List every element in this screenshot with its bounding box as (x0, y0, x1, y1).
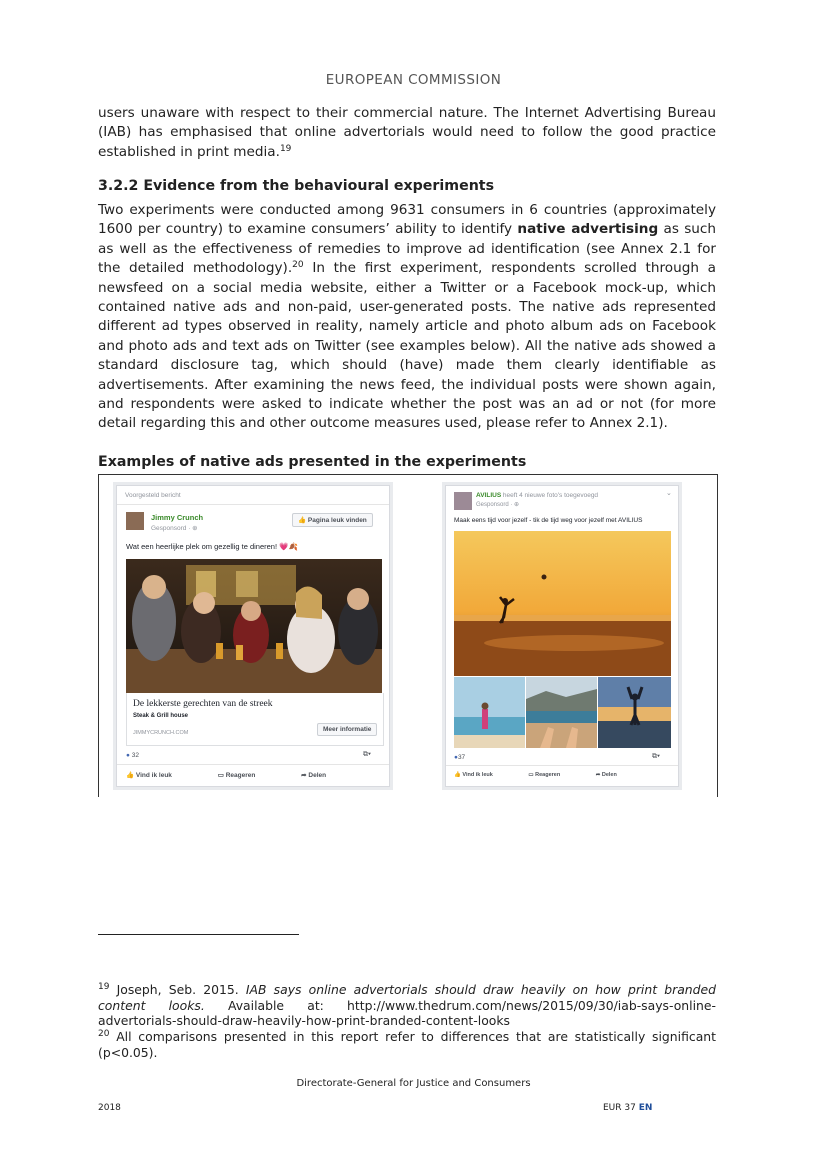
share-action-label: Delen (601, 772, 617, 778)
footnote-20 (98, 1029, 716, 1060)
sponsored-label: Gesponsord · ⊕ (476, 502, 520, 508)
beach-thumbnail-1[interactable] (454, 677, 525, 748)
action-bar (454, 772, 661, 778)
body-bold-term: native advertising (517, 221, 659, 238)
post-menu-icon[interactable]: ⌄ (666, 490, 672, 497)
like-action-label: Vind ik leuk (462, 772, 493, 778)
facebook-article-ad (116, 485, 390, 787)
footer-year: 2018 (98, 1103, 121, 1113)
footer-language: EN (638, 1103, 653, 1113)
sunset-beach-photo[interactable] (454, 531, 671, 676)
footnote-ref-19[interactable]: 19 (279, 143, 292, 154)
action-bar (126, 771, 370, 779)
footnote-19-title: IAB says online advertorials should draw heavily on how print branded content looks. (98, 982, 716, 1013)
link-preview[interactable] (126, 693, 384, 746)
comment-action-button[interactable]: ▭ Reageren (528, 772, 561, 778)
body-paragraph (98, 201, 716, 434)
comment-action-button[interactable]: ▭ Reageren (217, 772, 256, 779)
like-action-label: Vind ik leuk (135, 772, 172, 779)
footnote-ref-20[interactable]: 20 (292, 260, 304, 271)
comment-action-label: Reageren (225, 772, 256, 779)
like-action-button[interactable]: 👍 Vind ik leuk (454, 772, 493, 778)
post-header (476, 492, 598, 499)
footnote-19-author: Joseph, Seb. 2015. (109, 982, 246, 997)
beach-thumbnail-2[interactable] (526, 677, 597, 748)
page-name[interactable]: AVILIUS (476, 492, 502, 499)
link-subtitle: Steak & Grill house (133, 713, 189, 719)
sunset-beach-image (454, 531, 671, 676)
comment-action-label: Reageren (535, 772, 561, 778)
likes-count (126, 752, 139, 759)
intro-text: users unaware with respect to their commercial nature. The Internet Advertising Bureau (IAB) has emphasised that online advertorials would need to follow the good practice established in print media. (98, 105, 716, 160)
footnote-20-number: 20 (98, 1029, 110, 1039)
intro-paragraph (98, 104, 716, 162)
beach-thumbnail-3[interactable] (598, 677, 671, 748)
page-avatar[interactable] (126, 512, 144, 530)
page-avatar[interactable] (454, 492, 472, 510)
divider (117, 764, 389, 765)
page-header: EUROPEAN COMMISSION (325, 72, 502, 88)
like-reaction-icon: ● (454, 754, 458, 761)
more-info-button[interactable]: Meer informatie (317, 723, 377, 736)
section-title: Evidence from the behavioural experiments (143, 178, 495, 194)
footnote-19 (98, 982, 716, 1029)
footnote-19-number: 19 (98, 982, 110, 992)
footnote-20-text: All comparisons presented in this report refer to differences that are statistically significant (p<0.05). (98, 1029, 716, 1060)
post-text: Wat een heerlijke plek om gezellig te dineren! 💗🍂 (126, 542, 298, 551)
like-page-button[interactable]: 👍 Pagina leuk vinden (292, 513, 373, 527)
page-name[interactable]: Jimmy Crunch (151, 513, 204, 522)
footnote-separator (98, 934, 299, 935)
sponsored-label: Gesponsord · ⊕ (151, 525, 198, 532)
beach-thumbnail-3-image (598, 677, 671, 748)
suggested-post-label: Voorgesteld bericht (125, 492, 181, 499)
figure-frame (98, 474, 718, 797)
share-action-label: Delen (308, 772, 327, 779)
body-text-2: as such as well as the effectiveness of remedies to improve ad identification (see Annex 2.1 for the detailed methodology). (98, 221, 717, 277)
like-reaction-icon: ● (126, 752, 130, 759)
share-action-button[interactable]: ➦ Delen (595, 772, 617, 778)
like-action-button[interactable]: 👍 Vind ik leuk (126, 772, 172, 779)
link-domain: JIMMYCRUNCH.COM (133, 730, 189, 736)
figure-caption: Examples of native ads presented in the experiments (98, 454, 527, 470)
body-text-1: Two experiments were conducted among 9631 consumers in 6 countries (approximately 1600 per country) to examine consumers’ ability to identify (98, 202, 716, 238)
added-photos-text: heeft 4 nieuwe foto's toegevoegd (502, 492, 599, 499)
likes-number: 37 (457, 754, 466, 761)
likes-count (454, 754, 465, 761)
share-action-button[interactable]: ➦ Delen (301, 772, 327, 779)
restaurant-photo-image (126, 559, 382, 693)
restaurant-photo[interactable] (126, 559, 382, 693)
beach-thumbnail-2-image (526, 677, 597, 748)
share-menu-icon[interactable]: ⧉▾ (363, 751, 371, 758)
share-menu-icon[interactable]: ⧉▾ (652, 753, 660, 760)
footer-eur-number: EUR 37 (603, 1103, 636, 1113)
divider (446, 765, 678, 766)
facebook-photo-album-ad (445, 485, 679, 787)
beach-thumbnail-1-image (454, 677, 525, 748)
footer-reference (603, 1103, 652, 1113)
likes-number: 32 (131, 752, 139, 759)
section-number: 3.2.2 (98, 178, 139, 194)
body-text-3: In the first experiment, respondents scrolled through a newsfeed on a social media website, either a Twitter or a Facebook mock-up, which contained native ads and non-paid, user-generated posts. The native ads represented different ad types observed in reality, namely article and photo album ads on Facebook and photo ads and text ads on Twitter (see examples below). All the native ads showed a standard disclosure tag, which should (have) made them clearly identifiable as advertisements. After examining the news feed, the individual posts were shown again, and respondents were asked to indicate whether the post was an ad or not (for more detail regarding this and other outcome measures used, please refer to Annex 2.1). (98, 260, 717, 432)
directorate-general: Directorate-General for Justice and Consumers (296, 1078, 531, 1089)
footnote-19-link[interactable]: Available at: http://www.thedrum.com/news/2015/09/30/iab-says-online-advertorials-should-draw-heavily-how-print-branded-content-looks (98, 997, 716, 1029)
post-text: Maak eens tijd voor jezelf - tik de tijd weg voor jezelf met AVILIUS (454, 517, 643, 524)
link-title[interactable]: De lekkerste gerechten van de streek (133, 699, 273, 709)
section-heading (98, 178, 494, 194)
divider (117, 504, 389, 505)
